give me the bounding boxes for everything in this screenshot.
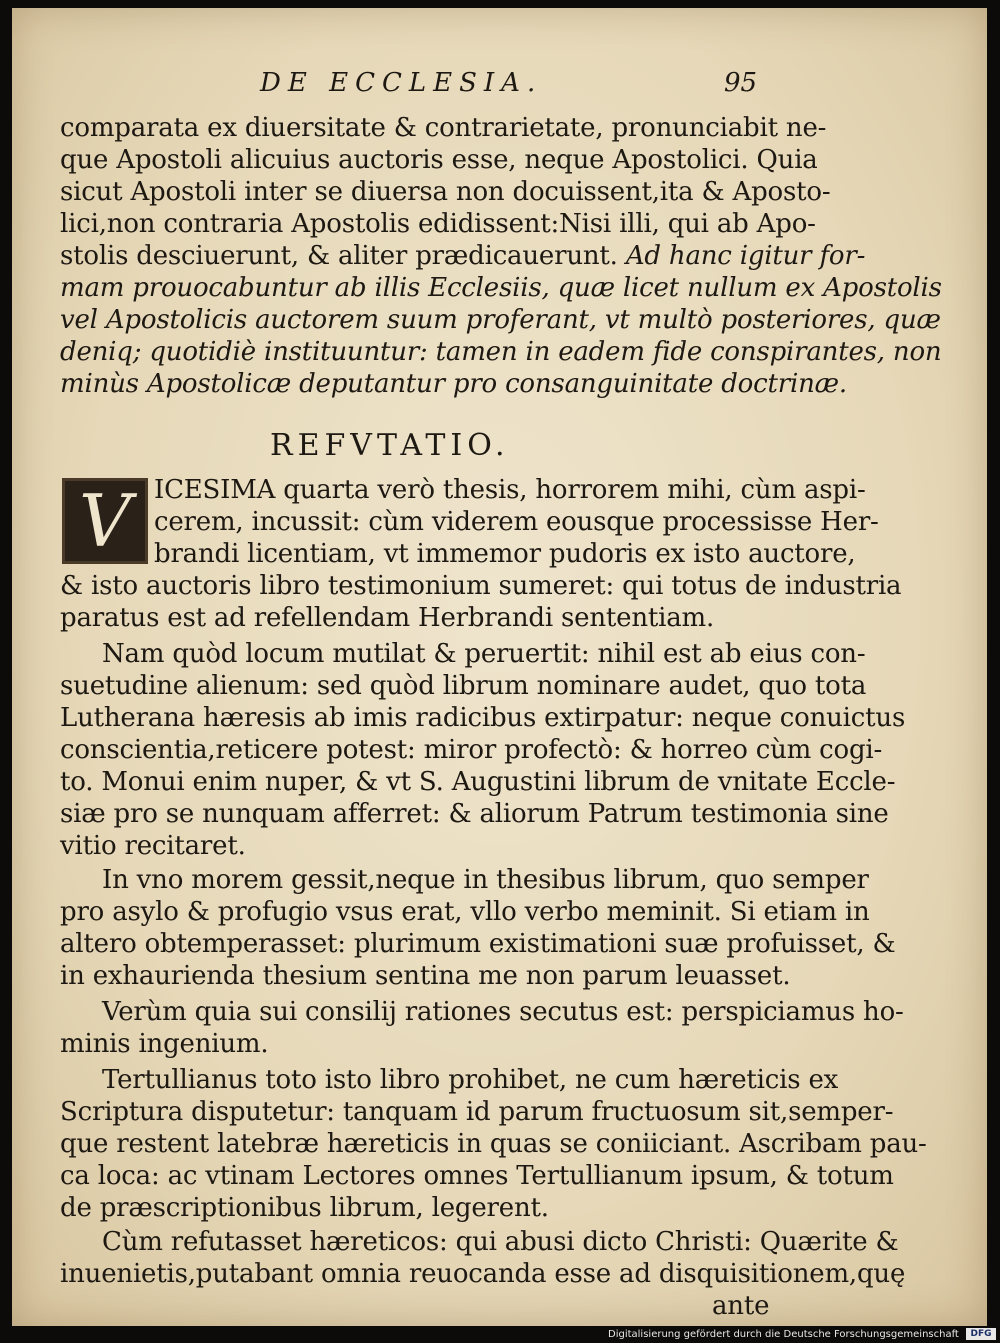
- text-line-mixed: [60, 240, 866, 272]
- text-line: ca loca: ac vtinam Lectores omnes Tertullianum ipsum, & totum: [60, 1161, 894, 1191]
- footer-credit: Digitalisierung gefördert durch die Deutsche Forschungsgemeinschaft: [608, 1329, 959, 1340]
- italic-text: Ad hanc igitur for-: [625, 241, 866, 271]
- italic-line: minùs Apostolicæ deputantur pro consanguinitate doctrinæ.: [60, 369, 847, 399]
- text-line: & isto auctoris libro testimonium sumeret: qui totus de industria: [60, 571, 902, 601]
- text-line: In vno morem gessit,neque in thesibus librum, quo semper: [102, 865, 869, 895]
- text-line: paratus est ad refellendam Herbrandi sententiam.: [60, 603, 715, 633]
- text-line: que restent latebræ hæreticis in quas se coniiciant. Ascribam pau-: [60, 1129, 927, 1159]
- italic-line: mam prouocabuntur ab illis Ecclesiis, quæ licet nullum ex Apostolis: [60, 273, 942, 303]
- book-page: [12, 8, 987, 1326]
- section-title: REFVTATIO.: [270, 428, 510, 463]
- text-line: vitio recitaret.: [60, 831, 246, 861]
- italic-line: vel Apostolicis auctorem suum proferant, vt multò posteriores, quæ: [60, 305, 941, 335]
- catchword: ante: [712, 1291, 770, 1321]
- italic-line: deniq; quotidiè instituuntur: tamen in eadem fide conspirantes, non: [60, 337, 942, 367]
- text-line: comparata ex diuersitate & contrarietate, pronunciabit ne-: [60, 113, 827, 143]
- page-number: 95: [724, 68, 758, 98]
- text-line: que Apostoli alicuius auctoris esse, neque Apostolici. Quia: [60, 145, 818, 175]
- text-line: Tertullianus toto isto libro prohibet, ne cum hæreticis ex: [102, 1065, 839, 1095]
- text-line: Verùm quia sui consilij rationes secutus est: perspiciamus ho-: [102, 997, 904, 1027]
- text-line: altero obtemperasset: plurimum existimationi suæ profuisset, &: [60, 929, 896, 959]
- text-line: in exhaurienda thesium sentina me non parum leuasset.: [60, 961, 791, 991]
- text-line: sicut Apostoli inter se diuersa non docuissent,ita & Aposto-: [60, 177, 831, 207]
- text-line: Cùm refutasset hæreticos: qui abusi dicto Christi: Quærite &: [102, 1227, 899, 1257]
- text-line: Nam quòd locum mutilat & peruertit: nihil est ab eius con-: [102, 639, 866, 669]
- text-line: de præscriptionibus librum, legerent.: [60, 1193, 549, 1223]
- text-line: lici,non contraria Apostolis edidissent:Nisi illi, qui ab Apo-: [60, 209, 816, 239]
- text-line: suetudine alienum: sed quòd librum nominare audet, quo tota: [60, 671, 867, 701]
- text-line: siæ pro se nunquam afferret: & aliorum Patrum testimonia sine: [60, 799, 889, 829]
- dfg-logo: DFG: [966, 1328, 996, 1340]
- running-header: DE ECCLESIA.: [260, 68, 543, 98]
- text-line: to. Monui enim nuper, & vt S. Augustini librum de vnitate Eccle-: [60, 767, 896, 797]
- roman-text: stolis desciuerunt, & aliter prædicauerunt.: [60, 241, 618, 271]
- text-line: conscientia,reticere potest: miror profectò: & horreo cùm cogi-: [60, 735, 883, 765]
- text-line: ICESIMA quarta verò thesis, horrorem mihi, cùm aspi-: [154, 475, 866, 505]
- text-line: Lutherana hæresis ab imis radicibus extirpatur: neque conuictus: [60, 703, 906, 733]
- text-line: inuenietis,putabant omnia reuocanda esse ad disquisitionem,quę: [60, 1259, 906, 1289]
- text-line: brandi licentiam, vt immemor pudoris ex isto auctore,: [154, 539, 856, 569]
- text-line: pro asylo & profugio vsus erat, vllo verbo meminit. Si etiam in: [60, 897, 870, 927]
- text-line: minis ingenium.: [60, 1029, 269, 1059]
- text-line: cerem, incussit: cùm viderem eousque processisse Her-: [154, 507, 879, 537]
- decorated-initial: V: [62, 478, 148, 564]
- text-line: Scriptura disputetur: tanquam id parum fructuosum sit,semper-: [60, 1097, 894, 1127]
